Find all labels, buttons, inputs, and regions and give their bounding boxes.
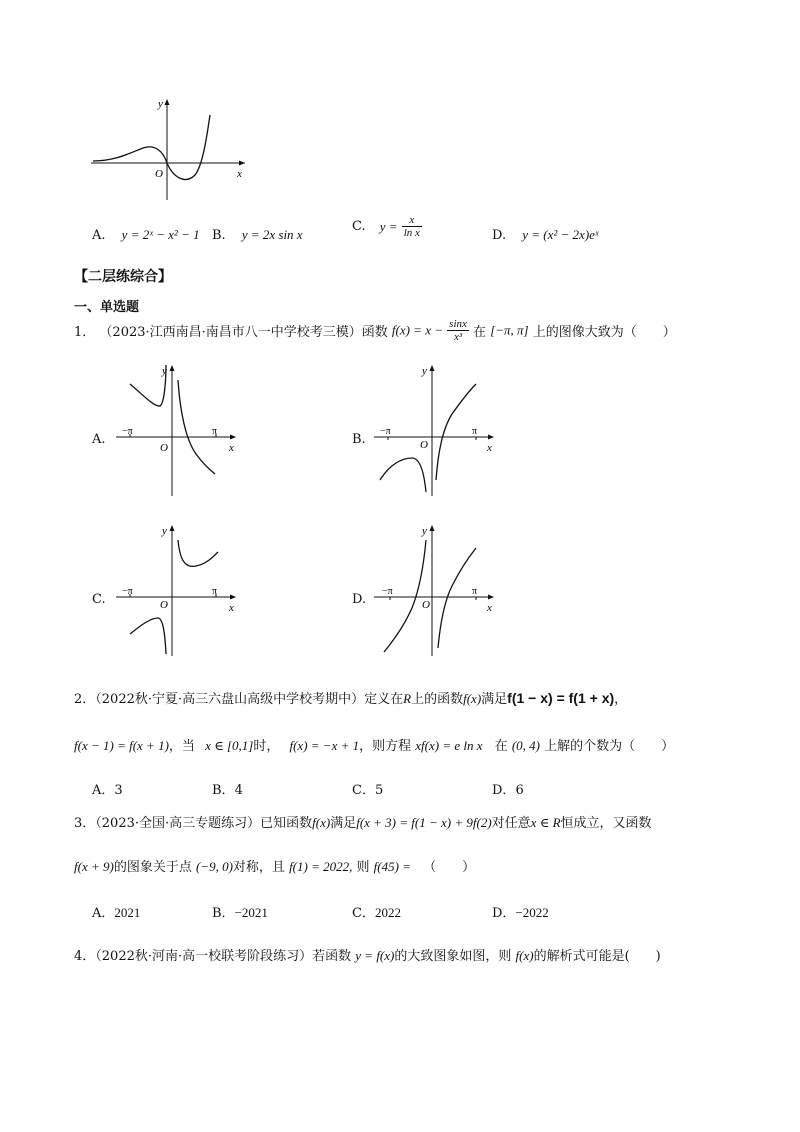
top-function-graph [85,95,255,205]
question-number: 1． [74,325,96,340]
question-number: 2． [74,692,96,707]
q1-option-c[interactable]: C. [92,592,106,607]
q1-graph-d [370,522,500,657]
q2-option-d[interactable] [492,779,524,798]
q2-option-c[interactable] [352,779,383,798]
stem-text: ， [614,692,628,707]
condition-1: f(1 − x) = f(1 + x) [507,690,615,706]
fraction-numerator: sinx [449,318,467,330]
question-2-stem-line1 [74,688,627,707]
function-name: f(x) [515,948,534,963]
stem-text: 的图象关于点 [113,860,192,875]
question-source: （2022秋·宁夏·高三六盘山高级中学校考期中）定义在 [95,692,404,707]
q1-graph-a [112,362,242,497]
stem-text: 在 [473,325,487,340]
question-2-stem-line2 [74,735,674,754]
q1-graph-c [112,522,242,657]
answer-blank: （ ） [423,860,476,875]
function-name: f(x) [463,691,482,706]
stem-text: 的解析式可能是( ) [533,949,661,964]
option-value: −2021 [234,905,268,920]
function-lhs: f(x) = x − [391,322,444,338]
option-letter: C. [352,219,366,234]
stem-text: 则 [356,860,370,875]
x-axis-label: x [487,602,492,614]
stem-text: 满足 [330,816,357,831]
option-letter: A． [92,906,115,921]
q3-option-b[interactable] [212,902,268,921]
stem-text: 在 [494,739,508,754]
option-letter: D． [492,783,516,798]
top-graph-origin-label: O [155,168,163,180]
pi-label: π [472,426,478,437]
option-letter: B． [212,783,235,798]
x-axis-label: x [229,602,234,614]
option-expr: y = (x² − 2x)eˣ [522,227,599,242]
interval: [−π, π] [490,322,529,338]
x-axis-label: x [487,442,492,454]
top-graph-y-label: y [158,98,163,110]
option-letter: C． [352,906,375,921]
origin-label: O [160,599,168,611]
stem-text: 时， [253,739,280,754]
question-source: （2022秋·河南·高一校联考阶段练习）若函数 [95,949,352,964]
pi-label: π [212,586,218,597]
top-graph-x-label: x [237,168,242,180]
condition-2: f(x − 1) = f(x + 1) [74,738,169,753]
q3-option-c[interactable] [352,902,401,921]
function-fraction [447,318,469,343]
option-expr: y = 2x sin x [241,227,303,242]
q3-option-a[interactable] [92,902,140,921]
stem-text: 对称，且 [232,860,285,875]
option-letter: A. [92,228,106,243]
top-option-c[interactable] [352,214,422,239]
question-3-stem-line1 [74,812,652,831]
y-axis-label: y [422,525,427,537]
subsection-title: 一、单选题 [74,300,140,315]
top-option-d[interactable] [492,227,599,243]
question-number: 3． [74,816,96,831]
neg-pi-label: −π [122,426,133,437]
fraction-numerator: x [402,214,422,227]
option-expr: y = 2ˣ − x² − 1 [121,227,200,242]
option-letter: C． [352,783,375,798]
pi-label: π [212,426,218,437]
origin-label: O [420,439,428,451]
neg-pi-label: −π [380,426,391,437]
point: (−9, 0) [195,859,233,874]
equation: xf(x) = e ln x [415,738,483,753]
option-value: 2021 [114,905,141,920]
stem-text: ，当 [168,739,195,754]
origin-label: O [422,599,430,611]
q1-option-a[interactable]: A. [92,432,106,447]
option-value: −2022 [515,905,549,920]
x-axis-label: x [229,442,234,454]
y-axis-label: y [162,525,167,537]
stem-text: 上的图像大致为（ ） [532,325,676,340]
top-option-a[interactable] [92,227,200,243]
question-source: （2023·江西南昌·南昌市八一中学校考三模）函数 [99,325,388,340]
question-number: 4． [74,949,96,964]
given-value: f(1) = 2022, [289,859,353,874]
q1-graph-b [370,362,500,497]
question-source: （2023·全国·高三专题练习）已知函数 [95,816,313,831]
origin-label: O [160,442,168,454]
option-letter: D． [492,906,516,921]
definition: f(x) = −x + 1 [289,738,360,753]
section-title: 【二层练综合】 [74,269,172,285]
condition: f(x + 3) = f(1 − x) + 9f(2) [356,815,492,830]
x-in-r: x ∈ R [530,815,561,830]
function-eq: y = f(x) [355,948,395,963]
question-4-stem [74,945,661,964]
set-r: R [403,691,412,706]
pi-label: π [472,586,478,597]
option-value: 2022 [374,905,401,920]
neg-pi-label: −π [382,586,393,597]
question-1-stem [74,318,676,343]
q2-option-a[interactable] [92,779,123,798]
stem-text: 对任意 [491,816,531,831]
option-letter: A． [92,783,115,798]
stem-text: 上解的个数为（ ） [544,739,675,754]
option-letter: B. [212,228,226,243]
stem-text: 满足 [481,692,508,707]
option-value: 5 [374,783,384,798]
fraction-denominator: x³ [453,331,463,343]
option-value: 6 [515,783,524,798]
q3-option-d[interactable] [492,902,549,921]
top-option-b[interactable] [212,227,303,243]
option-fraction [402,214,422,239]
q2-option-b[interactable] [212,779,243,798]
stem-text: 的大致图象如图，则 [394,949,512,964]
stem-text: ，则方程 [359,739,412,754]
option-value: 3 [114,783,123,798]
option-letter: D. [492,228,507,243]
stem-text: 上的函数 [411,692,464,707]
y-axis-label: y [422,365,427,377]
option-letter: B． [212,906,235,921]
option-lhs: y = [379,218,398,234]
target: f(45) = [373,859,411,874]
q1-option-d[interactable]: D. [352,592,367,607]
neg-pi-label: −π [122,586,133,597]
stem-text: 恒成立，又函数 [560,816,652,831]
interval: (0, 4) [511,738,540,753]
function-shifted: f(x + 9) [74,859,114,874]
y-axis-label: y [162,365,167,377]
domain: x ∈ [0,1] [205,738,254,753]
q1-option-b[interactable]: B. [352,432,366,447]
fraction-denominator: ln x [403,227,420,239]
option-value: 4 [234,783,243,798]
question-3-stem-line2 [74,856,475,875]
function-name: f(x) [312,815,331,830]
